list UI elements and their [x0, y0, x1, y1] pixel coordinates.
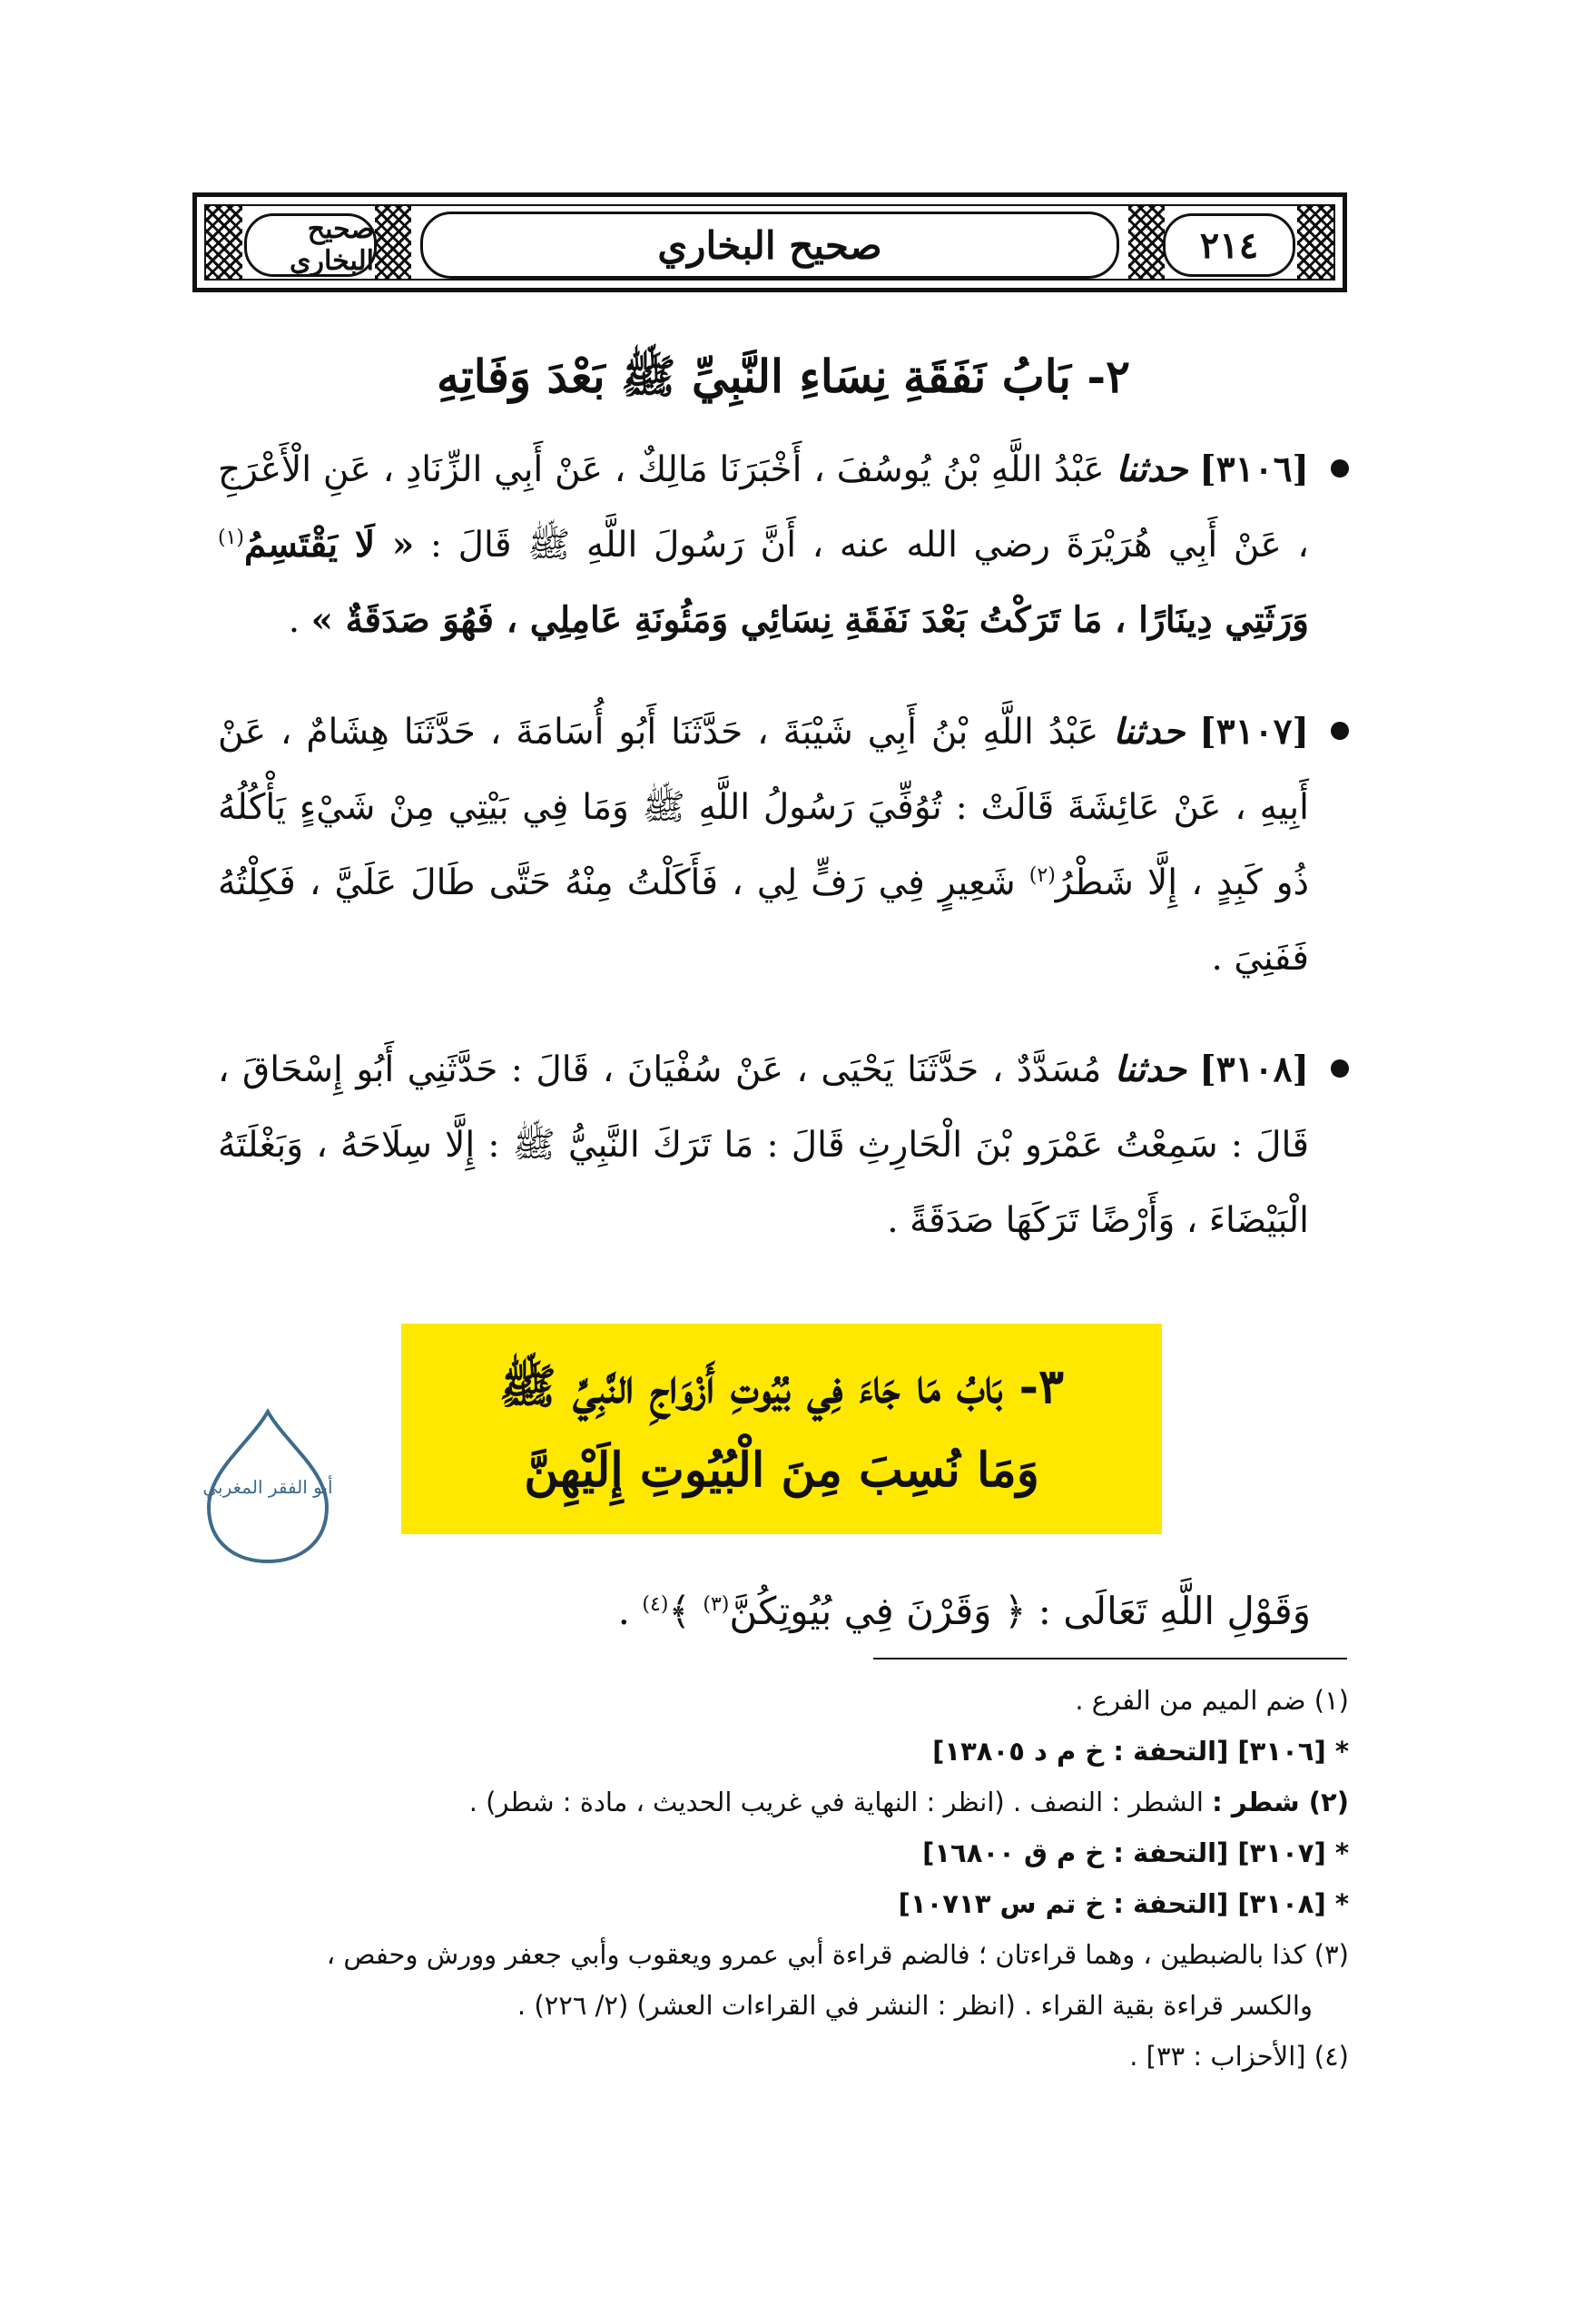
verse-end: .: [617, 1589, 631, 1633]
footnote-ref: (٢): [1028, 864, 1056, 887]
hadith-opening: حدثنا: [1114, 1049, 1186, 1090]
footnote-ref: (٣): [703, 1593, 730, 1616]
tuhfa-ref-3108: * [٣١٠٨] [التحفة : خ تم س ١٠٧١٣]: [898, 1888, 1349, 1919]
watermark-text: أبو الفقر المغربي: [202, 1476, 333, 1498]
chapter-heading-3-line2: وَمَا نُسِبَ مِنَ الْبُيُوتِ إِلَيْهِنَّ: [524, 1443, 1039, 1498]
hadith-text: مُسَدَّدٌ ، حَدَّثَنَا يَحْيَى ، عَنْ سُفْيَانَ ، قَالَ : حَدَّثَنِي أَبُو إِسْحَاقَ ، قَالَ : سَمِعْتُ عَمْرَو بْنَ الْحَارِثِ قَالَ : مَا تَرَكَ النَّبِيُّ ﷺ : إِلَّا سِلَاحَهُ ، وَبَغْلَتَهُ الْبَيْضَاءَ ، وَأَرْضًا تَرَكَهَا صَدَقَةً .: [218, 1049, 1309, 1241]
hadith-number: [٣١٠٦]: [1199, 448, 1309, 490]
chapter-heading-2: ٢- بَابُ نَفَقَةِ نِسَاءِ النَّبِيِّ ﷺ بَعْدَ وَفَاتِهِ: [437, 350, 1130, 403]
page-header: [192, 192, 1347, 292]
footnote-3-cont: والكسر قراءة بقية القراء . (انظر : النشر في القراءات العشر) (٢/ ٢٢٦) .: [517, 1990, 1313, 2021]
footnote-3: (٣) كذا بالضبطين ، وهما قراءتان ؛ فالضم قراءة أبي عمرو ويعقوب وأبي جعفر وورش وحفص ،: [326, 1939, 1349, 1970]
hadith-3107: [218, 694, 1349, 996]
footnote-2-label: (٢) شطر :: [1212, 1787, 1349, 1817]
footnote-4: (٤) [الأحزاب : ٣٣] .: [1129, 2041, 1349, 2072]
page-number-medallion: [1163, 213, 1295, 277]
hadith-end: .: [288, 600, 300, 641]
footnote-divider: [873, 1658, 1347, 1659]
footnote-2: [209, 1777, 1349, 1827]
book-logo-medallion: [244, 213, 377, 277]
running-title: [420, 212, 1119, 279]
hadith-3106: [218, 432, 1349, 658]
book-title: صحيح البخاري: [657, 222, 882, 268]
bullet-icon: [1331, 722, 1349, 740]
book-logo-text: صحيح البخاري: [289, 213, 374, 277]
ornament-band-right: [1297, 206, 1333, 279]
chapter-heading-3-highlight: [401, 1324, 1162, 1534]
quran-verse-line: [618, 1575, 1311, 1648]
page-number: ٢١٤: [1199, 223, 1259, 267]
hadith-opening: حدثنا: [1113, 711, 1186, 753]
ornament-band-left-inner: [375, 206, 411, 279]
watermark-logo-icon: [200, 1407, 336, 1566]
hadith-quote-start: « لَا يَقْتَسِمُ: [244, 524, 415, 566]
hadith-number: [٣١٠٨]: [1199, 1049, 1309, 1090]
verse-close-bracket: ﴾: [668, 1589, 692, 1633]
hadith-text: عَبْدُ اللَّهِ بْنُ يُوسُفَ ، أَخْبَرَنَا مَالِكٌ ، عَنْ أَبِي الزِّنَادِ ، عَنِ الْأَعْرَجِ ، عَنْ أَبِي هُرَيْرَةَ رضي الله عنه ، أَنَّ رَسُولَ اللَّهِ ﷺ قَالَ :: [218, 449, 1309, 566]
hadith-text: عَبْدُ اللَّهِ بْنُ أَبِي شَيْبَةَ ، حَدَّثَنَا أَبُو أُسَامَةَ ، حَدَّثَنَا هِشَامٌ ، عَنْ أَبِيهِ ، عَنْ عَائِشَةَ قَالَتْ : تُوُفِّيَ رَسُولُ اللَّهِ ﷺ وَمَا فِي بَيْتِي مِنْ شَيْءٍ يَأْكُلُهُ ذُو كَبِدٍ ، إِلَّا شَطْرُ: [218, 712, 1309, 903]
bullet-icon: [1331, 1059, 1349, 1078]
bullet-icon: [1331, 459, 1349, 478]
hadith-3108: [218, 1032, 1349, 1258]
footnote-2-text: الشطر : النصف . (انظر : النهاية في غريب الحديث ، مادة : شطر) .: [468, 1787, 1204, 1817]
footnotes: [209, 1675, 1349, 2082]
main-text: [218, 345, 1349, 1295]
hadith-opening: حدثنا: [1116, 448, 1188, 490]
chapter-heading-3-line1: ٣- بَابُ مَا جَاءَ فِي بُيُوتِ أَزْوَاجِ النَّبِيِّ ﷺ: [498, 1359, 1065, 1414]
footnote-1: (١) ضم الميم من الفرع .: [1075, 1685, 1349, 1716]
hadith-text-cont: شَعِيرٍ فِي رَفٍّ لِي ، فَأَكَلْتُ مِنْهُ حَتَّى طَالَ عَلَيَّ ، فَكِلْتُهُ فَفَنِيَ .: [218, 862, 1309, 979]
ornament-band-left: [206, 206, 242, 279]
header-inner-frame: [204, 204, 1335, 281]
ornament-band-right-inner: [1128, 206, 1165, 279]
tuhfa-ref-3107: * [٣١٠٧] [التحفة : خ م ق ١٦٨٠٠]: [922, 1837, 1349, 1868]
tuhfa-ref-3106: * [٣١٠٦] [التحفة : خ م د ١٣٨٠٥]: [932, 1736, 1349, 1767]
verse-text: وَقَوْلِ اللَّهِ تَعَالَى : ﴿ وَقَرْنَ فِي بُيُوتِكُنَّ: [729, 1589, 1311, 1633]
hadith-quote-end: وَرَثَتِي دِينَارًا ، مَا تَرَكْتُ بَعْدَ نَفَقَةِ نِسَائِي وَمَئُونَةِ عَامِلِي ، فَهُوَ صَدَقَةٌ »: [310, 599, 1309, 641]
footnote-ref: (١): [218, 527, 245, 549]
hadith-number: [٣١٠٧]: [1199, 711, 1309, 753]
footnote-ref: (٤): [642, 1593, 669, 1616]
